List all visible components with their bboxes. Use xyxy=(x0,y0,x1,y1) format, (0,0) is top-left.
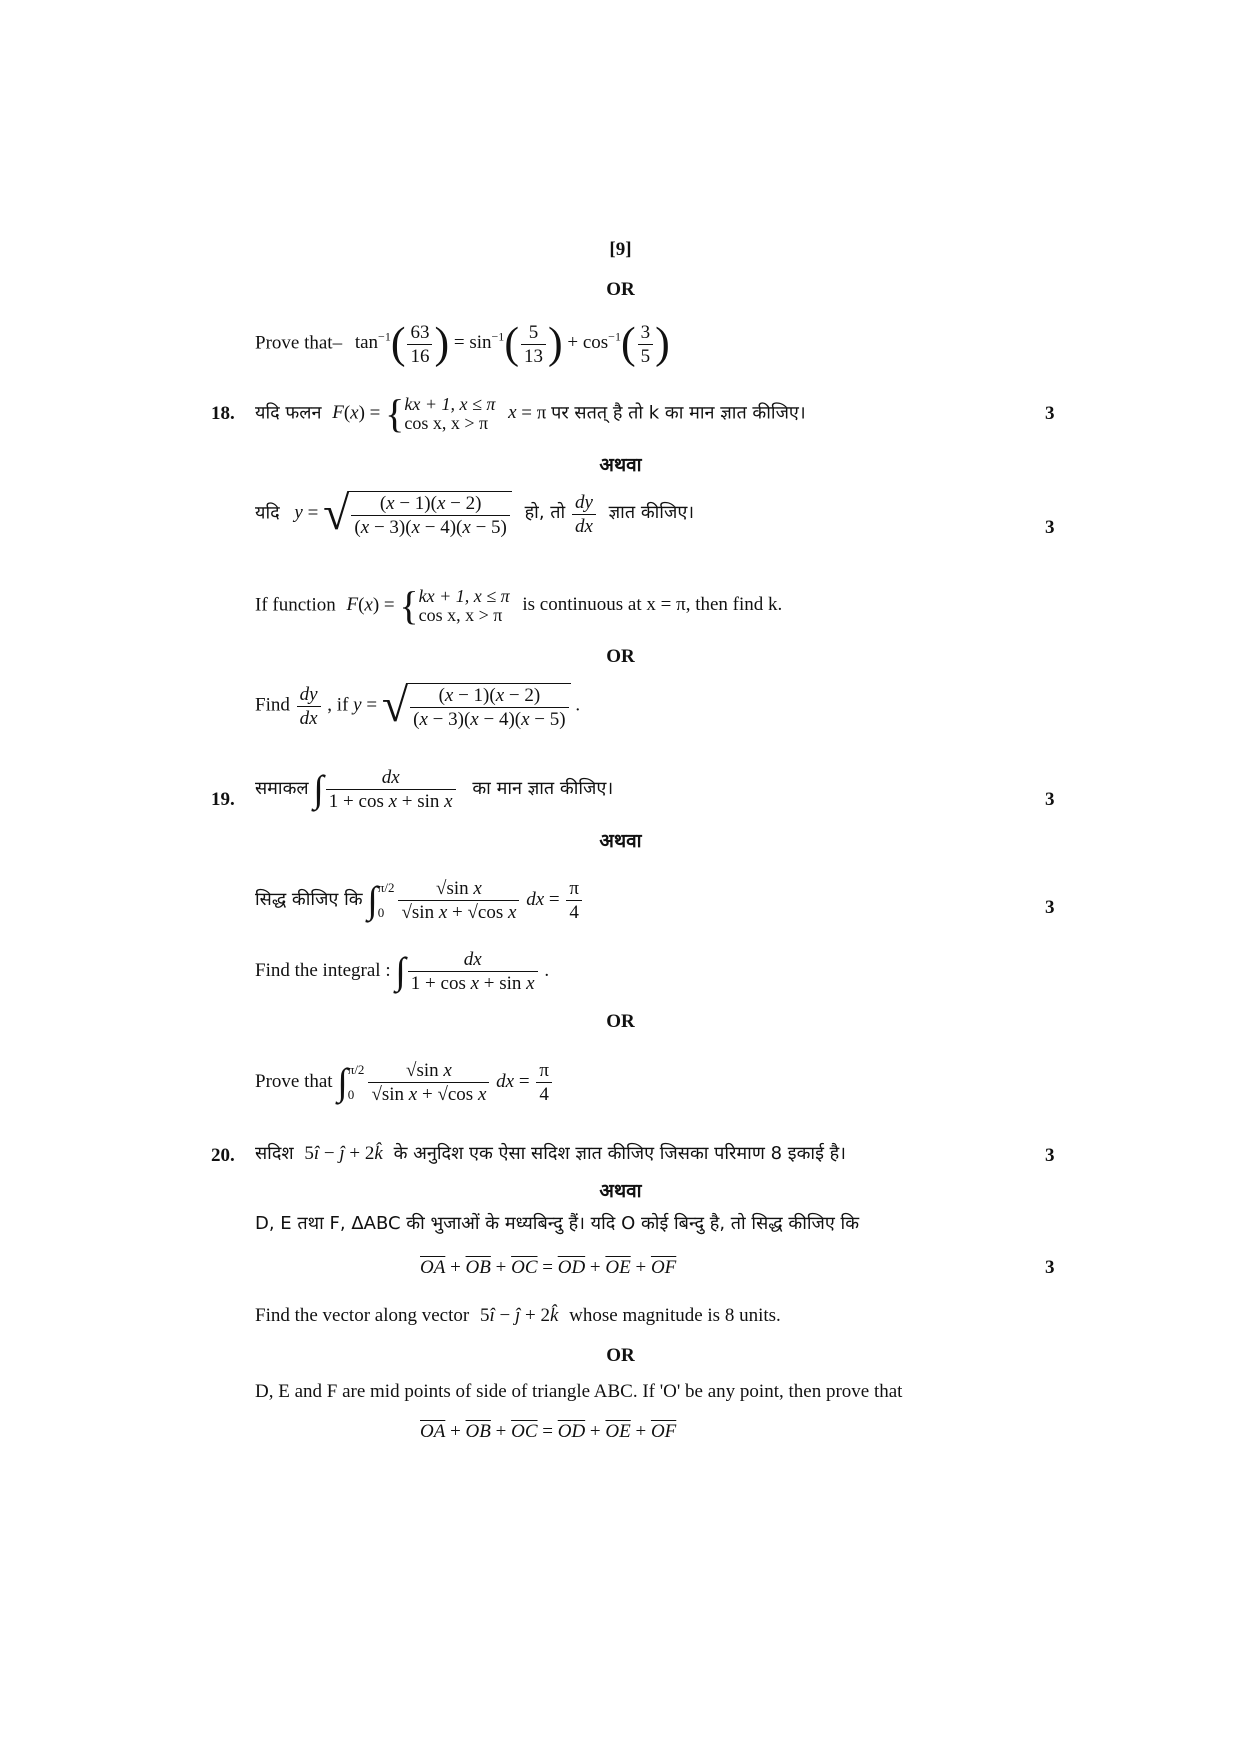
q18-marks: 3 xyxy=(1045,403,1055,424)
q20-hindi-or-text: D, E तथा F, ΔABC की भुजाओं के मध्यबिन्दु हैं। यदि O कोई बिन्दु है, तो सिद्ध कीजिए कि xyxy=(255,1213,860,1234)
q18-hindi-or-post: ज्ञात कीजिए। xyxy=(608,502,695,524)
q19-hindi-or-line: सिद्ध कीजिए कि ∫π/2 0 $\frac{\text{√sin x}}{\text{√sin x + √cos x}}$ dx = $\frac{\pi}{4}$ xyxy=(255,876,584,925)
q18-english-line: If function F(x) = {kx + 1, x ≤ π cos x, x > π is continuous at x = π, then find k. xyxy=(255,583,783,628)
or-heading-19: OR xyxy=(606,1011,635,1032)
q20-english-or-text: D, E and F are mid points of side of triangle ABC. If 'O' be any point, then prove that xyxy=(255,1381,903,1402)
q18-hindi-pre: यदि फलन xyxy=(255,402,322,424)
q20-vector-identity-english: $\overline{OA} + \overline{OB} + \overline{OC} = \overline{OD} + \overline{OE} + \overline{OF}$ xyxy=(420,1421,677,1442)
q18-hindi-line: यदि फलन F(x) = {kx + 1, x ≤ π cos x, x > π x = π पर सतत् है तो k का मान ज्ञात कीजिए। xyxy=(255,391,806,436)
q19-hindi-post: का मान ज्ञात कीजिए। xyxy=(472,777,614,799)
q19-marks: 3 xyxy=(1045,789,1055,810)
or-heading-20: OR xyxy=(606,1345,635,1366)
q19-english-or-line: Prove that ∫π/2 0 $\frac{\text{√sin x}}{\text{√sin x + √cos x}}$ dx = $\frac{\pi}{4}$ xyxy=(255,1058,554,1107)
q20-hindi-line: सदिश 5î − ĵ + 2k̂ के अनुदिश एक ऐसा सदिश ज्ञात कीजिए जिसका परिमाण 8 इकाई है। xyxy=(255,1143,847,1164)
q20-hindi-post: के अनुदिश एक ऐसा सदिश ज्ञात कीजिए जिसका परिमाण 8 इकाई है। xyxy=(393,1143,847,1164)
q20-english-pre: Find the vector along vector xyxy=(255,1305,470,1326)
athva-heading-20: अथवा xyxy=(599,1180,642,1202)
or-heading-18: OR xyxy=(606,646,635,667)
athva-heading-18: अथवा xyxy=(599,454,642,476)
q20-hindi-pre: सदिश xyxy=(255,1143,294,1164)
q18-number: 18. xyxy=(211,403,235,424)
q17-formula: $\tan^{-1}$( $\frac{63}{16}$ ) = $\sin^{-1}$( $\frac{5}{13}$ ) + $\cos^{-1}$( $\frac{3}{5}$ ) xyxy=(354,319,670,368)
q20-vector-identity-hindi: $\overline{OA} + \overline{OB} + \overline{OC} = \overline{OD} + \overline{OE} + \overline{OF}$ xyxy=(420,1257,677,1278)
q18-english-post: is continuous at x = π, then find k. xyxy=(522,594,783,616)
q20-number: 20. xyxy=(211,1145,235,1166)
or-heading: OR xyxy=(606,279,635,300)
q18-or-marks: 3 xyxy=(1045,517,1055,538)
q19-hindi-line: समाकल ∫ $\frac{dx}{\text{1 + cos x + sin x}}$ का मान ज्ञात कीजिए। xyxy=(255,767,614,812)
q18-english-or-line: Find $\frac{dy}{dx}$ , if y = √ $\frac{(x - 1)(x - 2)}{(x - 3)(x - 4)(x - 5)}$ . xyxy=(255,679,581,732)
q19-english-pre: Find the integral : xyxy=(255,959,391,981)
q20-english-post: whose magnitude is 8 units. xyxy=(569,1305,781,1326)
q18-hindi-or-line: यदि y = √ $\frac{(x - 1)(x - 2)}{(x - 3)(x - 4)(x - 5)}$ हो, तो $\frac{dy}{dx}$ ज्ञात कीजिए। xyxy=(255,487,695,540)
page-number: [9] xyxy=(609,239,632,260)
q19-english-or-pre: Prove that xyxy=(255,1071,333,1093)
q17-or-line xyxy=(255,319,670,368)
q19-english-line: Find the integral : ∫ $\frac{dx}{\text{1 + cos x + sin x}}$ . xyxy=(255,949,550,994)
q18-hindi-post: पर सतत् है तो k का मान ज्ञात कीजिए। xyxy=(551,402,806,424)
q20-english-line: Find the vector along vector 5î − ĵ + 2k̂ whose magnitude is 8 units. xyxy=(255,1305,781,1326)
q19-hindi-pre: समाकल xyxy=(255,777,309,799)
q19-number: 19. xyxy=(211,789,235,810)
q19-or-marks: 3 xyxy=(1045,897,1055,918)
q18-piecewise: kx + 1, x ≤ π cos x, x > π xyxy=(404,394,496,433)
athva-heading-19: अथवा xyxy=(599,830,642,852)
q19-hindi-or-pre: सिद्ध कीजिए कि xyxy=(255,889,363,911)
q18-english-pre: If function xyxy=(255,594,336,616)
q18-hindi-or-pre: यदि xyxy=(255,502,280,524)
q18-english-or-mid: , if xyxy=(327,694,349,716)
q18-hindi-or-mid: हो, तो xyxy=(524,502,566,524)
q20-marks: 3 xyxy=(1045,1145,1055,1166)
q20-or-marks: 3 xyxy=(1045,1257,1055,1278)
q17-or-label: Prove that– xyxy=(255,332,343,354)
q18-english-or-pre: Find xyxy=(255,694,290,716)
